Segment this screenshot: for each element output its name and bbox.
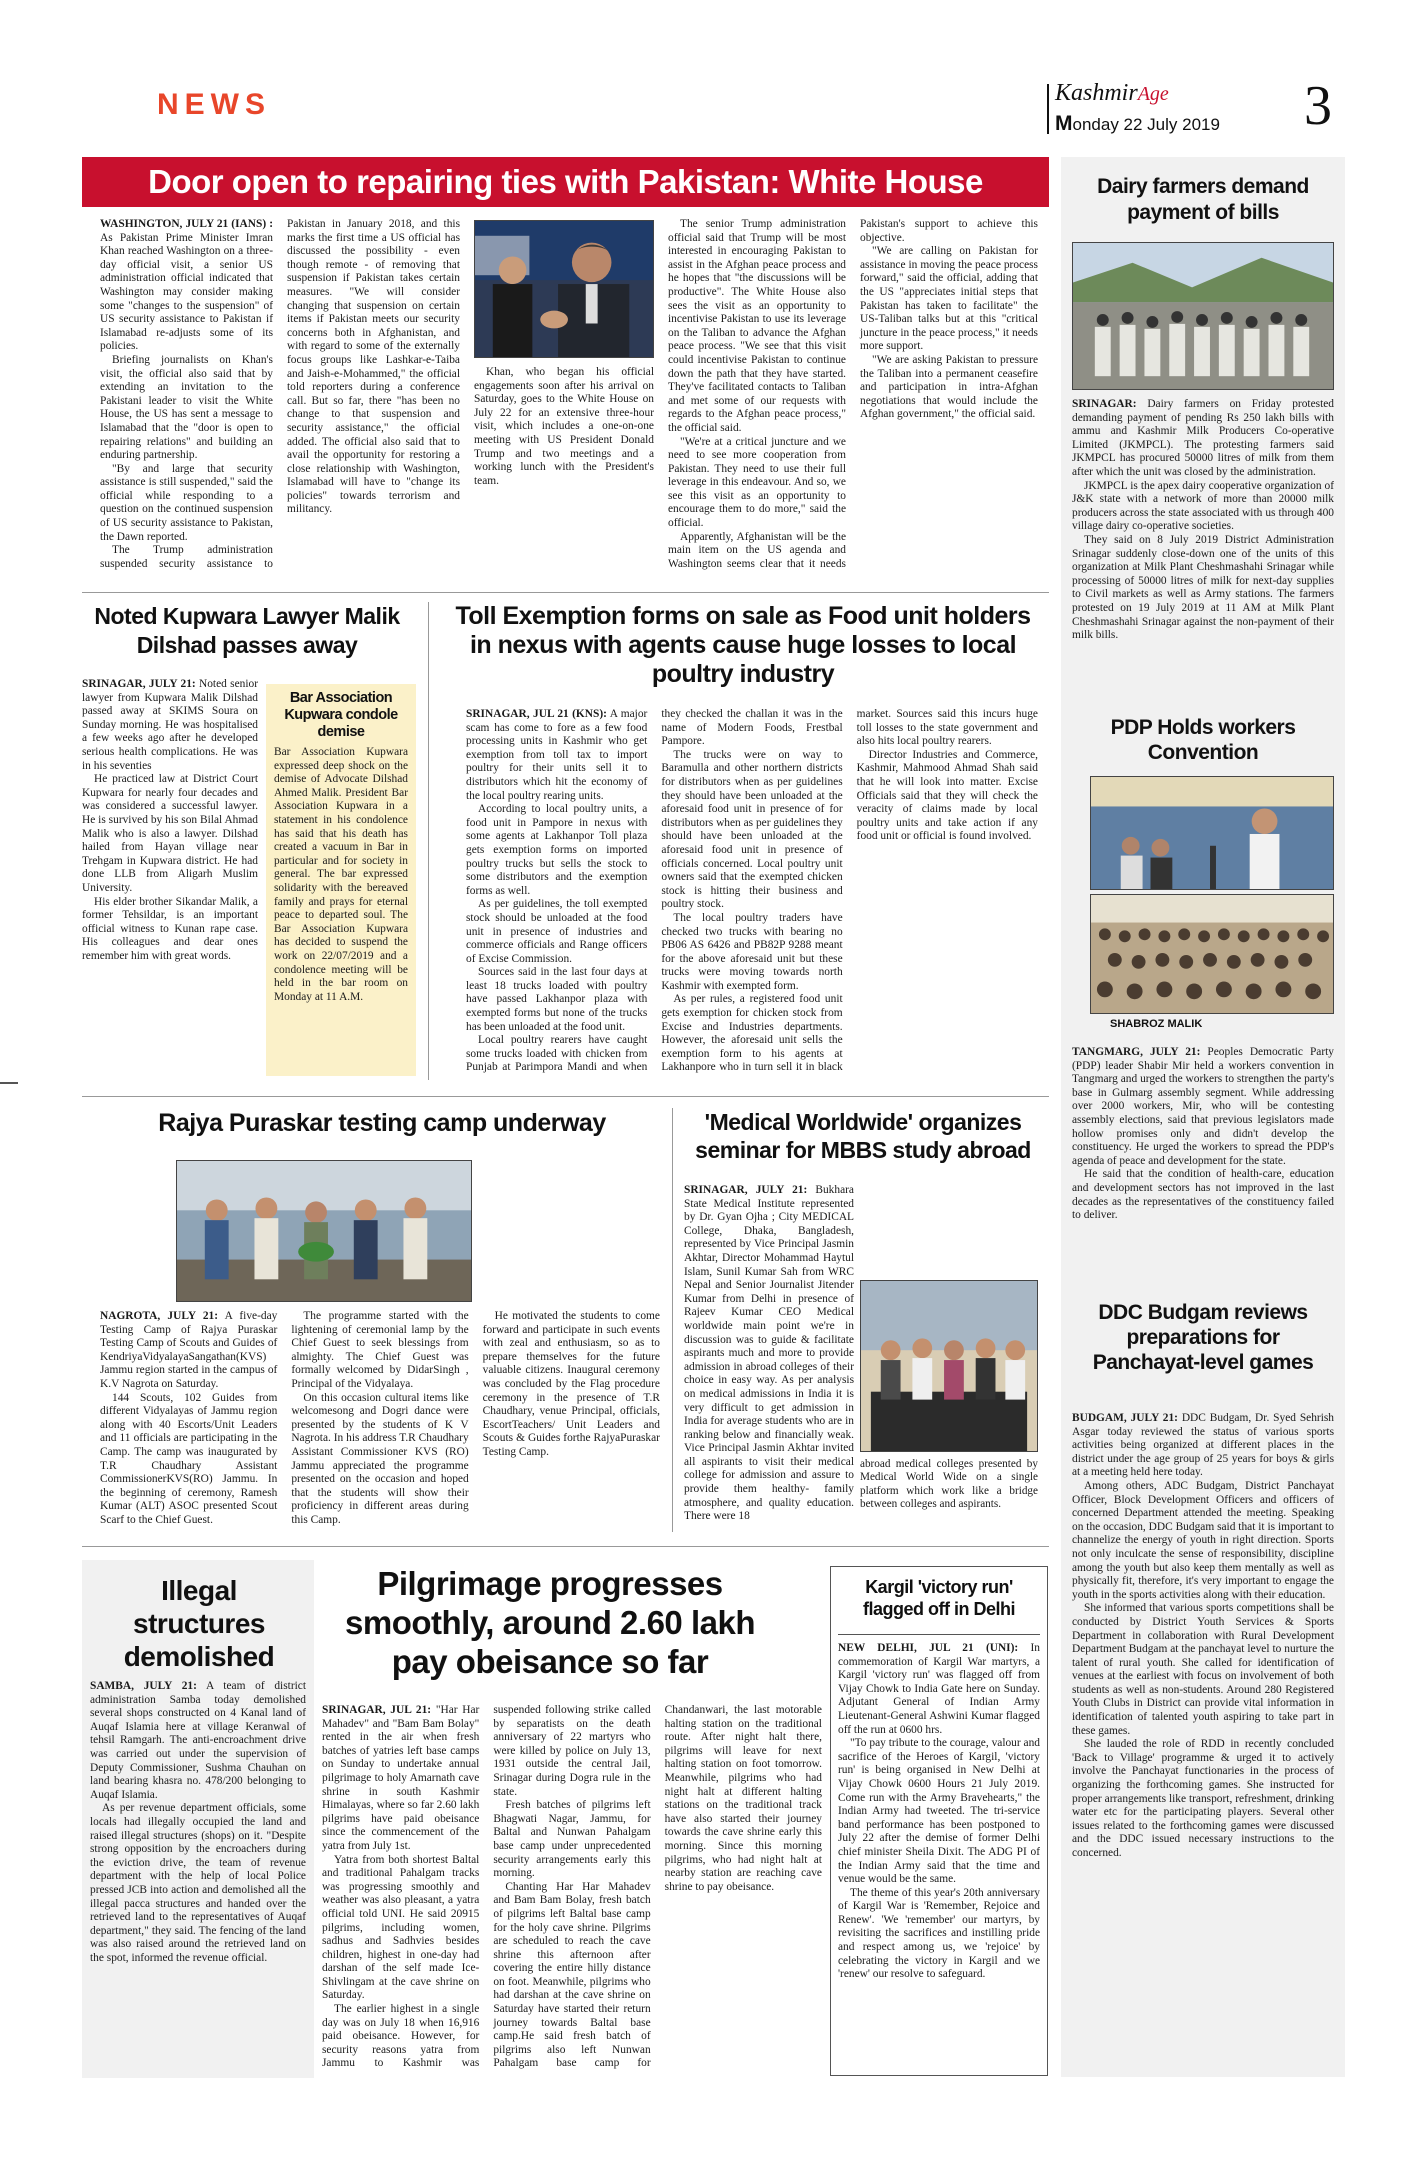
lead-para: "We are asking Pakistan to pressure the Taliban into a permanent ceasefire and participation in intra-Afghan negotiations that would include the Afghan government," the official said. xyxy=(860,353,1038,421)
pilgrimage-para: The earlier highest in a single day was on July 18 when 16,916 paid obeisance. However, for security reasons yatra from Jammu to Kashmir was suspended following strike called by separatists on the death anniversary of 22 martyrs who were killed by police on July 13, 1931 outside the central Jail, Srinagar during Dogra rule in the state. xyxy=(322,1704,651,2070)
kargil-para xyxy=(838,1642,1040,1737)
toll-para: As per guidelines, the toll exempted stock should be unloaded at the food unit in presence of industries and commerce officials and Range officers of Excise Commission. xyxy=(466,898,648,965)
kargil-headline: Kargil 'victory run' flagged off in Delhi xyxy=(863,1577,1015,1619)
rajya-body xyxy=(100,1310,660,1532)
rajya-para: On this occasion cultural items like welcomesong and Dogri dance were presented by the students of K V Nagrota. In his address T.R Chaudhary Assistant Commissioner KVS (RO) Jammu appreciated the programme presented on the occasion and hoped that the students will show their proficiency in different areas during this Camp. xyxy=(291,1391,469,1526)
ddc-para: She lauded the role of RDD in recently concluded 'Back to Village' programme & urged it to actively involve the Panchayat functionaries in the process of organizing the forthcoming games. She instructed for proper arrangements like transport, refreshment, drinking water etc for the participating players. Several other issues related to the forthcoming games were discussed and the DDC issued necessary instructions to the concerned. xyxy=(1072,1738,1334,1859)
lead-para: The senior Trump administration official said that Trump will be most interested in encouraging Pakistan to assist in the Afghan peace process and he hopes that "the discussions will be productive". The White House also sees the visit as an opportunity to incentivise Pakistan to use its leverage on the Taliban to advance the Afghan peace process. "We see that this visit could incentivise Pakistan to continue down the path that they have started. They've facilitated contacts to Taliban and met some of our requests with regards to the Afghan peace process," the official said. xyxy=(668,218,846,434)
ddc-dateline: BUDGAM, JULY 21: xyxy=(1072,1412,1178,1424)
paper-name-2: Age xyxy=(1137,83,1169,105)
medical-headline: 'Medical Worldwide' organizes seminar for MBBS study abroad xyxy=(695,1109,1031,1163)
ddc-para: She informed that various sports competitions shall be conducted by District Youth Services & Sports Department in collaboration with Rural Development Department Budgam at the panchayat level to nurture the talent of rural youth. She called for identification of venues at the earliest with focus on involvement of both students as well as non-students. Around 280 Registered Youth Clubs in District can provide vital information in identification of talented youth aspiring to take part in these games. xyxy=(1072,1602,1334,1737)
toll-para: Local poultry rearers have caught some trucks loaded with chicken from Punjab at Parimpora Mandi and when they checked the challan it was in the name of Modern Foods, Frestbal Pampore. xyxy=(466,708,843,1074)
lead-para: Khan, who began his official engagements soon after his arrival on Saturday, goes to the White House on July 22 for an extensive three-hour visit, which includes a one-on-one meeting with US President Donald Trump and two meetings and a working lunch with the President's team. xyxy=(474,366,654,487)
pdp-body xyxy=(1072,1046,1334,1276)
pdp-para-1: Peoples Democratic Party (PDP) leader Shabir Mir held a workers convention in Tangmarg and urged the workers to strengthen the party's base in Gulmarg assembly segment. While addressing over 2000 workers, Mir, who will be contesting assembly elections, said that previous legislators made hollow promises only and didn't develop the constituency. He urged the workers to spread the PDP's agenda of peace and development for the state. xyxy=(1072,1046,1334,1167)
lead-headline-banner: Door open to repairing ties with Pakistan: White House xyxy=(82,157,1049,207)
kupwara-para-1: Noted senior lawyer from Kupwara Malik Dilshad passed away at SKIMS Soura on Sunday morning. He was hospitalised a few weeks ago after he developed serious health complications. He was in his seventies xyxy=(82,678,258,772)
bar-headline: Bar Association Kupwara condole demise xyxy=(284,690,398,740)
pdp-crowd-photo xyxy=(1090,894,1334,1014)
toll-para: The local poultry traders have checked two trucks with bearing no PB06 AS 6426 and PB82P 9288 meant for the above aforesaid unit but these trucks were moving towards north Kashmir with exempted form. xyxy=(661,911,843,992)
ddc-para-1: DDC Budgam, Dr. Syed Sehrish Asgar today reviewed the status of various sports activities being organized at different places in the district under the age group of 25 years for boys & girls at a meeting held here today. xyxy=(1072,1412,1334,1479)
dairy-para: They said on 8 July 2019 District Administration Srinagar suddenly close-down one of the units of this organization at Milk Plant Cheshmashahi Srinagar while processing of 50000 litres of milk for next-day supplies to Civil markets as well as Army stations. The farmers protested on 19 July 2019 at 11 AM at Milk Plant Cheshmashahi Srinagar against the non-payment of their milk bills. xyxy=(1072,533,1334,642)
lead-cols-left xyxy=(100,218,460,580)
kargil-para-1: In commemoration of Kargil War martyrs, a Kargil 'victory run' was flagged off from Vijay Chowk to India Gate here on Sunday. Adjutant General of Indian Army Lieutenant-General Ashwini Kumar flagged off the run at 0600 hrs. xyxy=(838,1642,1040,1736)
rajya-dateline: NAGROTA, JULY 21: xyxy=(100,1310,219,1322)
illegal-para xyxy=(90,1680,306,1802)
bar-text: Bar Association Kupwara expressed deep shock on the demise of Advocate Dilshad Ahmed Malik. President Bar Association Kupwara in a statement in his condolence has said that his death has created a vacuum in Bar in particular and for society in general. The bar expressed solidarity with the bereaved family and prays for eternal peace to departed soul. The Bar Association Kupwara has decided to suspend the work on 22/07/2019 and a condolence meeting will be held in the bar room on Monday at 11 A.M. xyxy=(274,746,408,1003)
medical-para xyxy=(684,1184,854,1524)
ddc-para xyxy=(1072,1412,1334,1480)
rajya-para: 144 Scouts, 102 Guides from different Vidyalayas of Jammu region along with 40 Escorts/Unit Leaders and 11 officials are participating in the Camp. The camp was inaugurated by T.R Chaudhary Assistant CommissionerKVS(RO) Jammu. In the beginning of ceremony, Ramesh Kumar (ALT) ASOC presented Scout Scarf to the Chief Guest. xyxy=(100,1391,278,1526)
pilgrimage-headline: Pilgrimage progresses smoothly, around 2.60 lakh pay obeisance so far xyxy=(345,1565,755,1680)
pilgrimage-para-1: "Har Har Mahadev" and "Bam Bam Bolay" rented in the air when fresh batches of yatries left base camps on Sunday to undertake annual pilgrimage to holy Amarnath cave shrine in south Kashmir Himalayas, where so far 2.60 lakh pilgrims have paid obeisance since the commencement of the yatra from July 1st. xyxy=(322,1704,480,1852)
toll-para-1: A major scam has come to fore as a few food processing units in Kashmir who get exemption from toll tax to import poultry for their units sell it to distributors which hit the economy of the local poultry rearing units. xyxy=(466,708,648,802)
masthead-divider xyxy=(1047,84,1049,134)
kupwara-para: His elder brother Sikandar Malik, a former Tehsildar, is an important official witness to Kunan rape case. His colleagues and dear ones remember him with great words. xyxy=(82,895,258,962)
toll-para: Director Industries and Commerce, Kashmir, Mahmood Ahmad Shah said that he will look into matter. Excise Officials said that they will check the veracity of claims made by local poultry units and take action if any food unit or official is found involved. xyxy=(856,748,1038,843)
rajya-camp-photo xyxy=(176,1160,472,1302)
kupwara-para: He practiced law at District Court Kupwara for nearly four decades and was considered a successful lawyer. He is survived by his son Bilal Ahmad Malik who is also a lawyer. Dilshad hailed from Hayan village near Trehgam in Kupwara district. He had done LLB from Aligarh Muslim University. xyxy=(82,773,258,894)
dairy-para xyxy=(1072,398,1334,480)
pdp-photo-credit: SHABROZ MALIK xyxy=(1110,1018,1203,1030)
medical-para-1: Bukhara State Medical Institute represented by Dr. Gyan Ojha ; City MEDICAL College, Dhaka, Bangladesh, represented by Vice Principal Jasmin Akhtar, Director Mohammad Haytul Islam, Sunil Kumar Sah from WRC Nepal and Senior Journalist Jitender Kumar from Delhi in presence of Rajeev Kumar CEO Medical worldwide main point we're in discussion was to guide & facilitate aspirants much and more to provide admission in abroad colleges of their choice in easy way. As per analysis on medical admissions in India it is very difficult to get admission in India for average students who are in ranking below and financially weak. Vice Principal Jasmin Akhtar invited all aspirants to visit their medical college for admission and assure to provide them healthy- family atmosphere, and quality education. There were 18 xyxy=(684,1184,854,1523)
illegal-dateline: SAMBA, JULY 21: xyxy=(90,1680,197,1692)
rajya-headline: Rajya Puraskar testing camp underway xyxy=(158,1109,606,1137)
paper-name-1: Kashmir xyxy=(1055,80,1138,106)
toll-dateline: SRINAGAR, JUL 21 (KNS): xyxy=(466,708,607,720)
lead-story-body xyxy=(100,218,1038,580)
rajya-para: He motivated the students to come forward and participate in such events with zeal and enthusiasm, so as to prepare themselves for the future valuable citizens. Inaugural ceremony was concluded by the Flag procedure ceremony in the presence of T.R Chaudhary, venue Principal, officials, EscortTeachers/ Unit Leaders and Scouts & Guides forthe RajyaPuraskar Testing Camp. xyxy=(482,1310,660,1458)
lead-para: "We're at a critical juncture and we need to see more cooperation from Pakistan. They need to use their full leverage in this endeavour. And so, we see this visit as an opportunity to encourage them to do more," said the official. xyxy=(668,435,846,530)
toll-headline: Toll Exemption forms on sale as Food unit holders in nexus with agents cause huge losses to local poultry industry xyxy=(455,602,1031,688)
kargil-body xyxy=(838,1642,1040,2072)
dairy-para: JKMPCL is the apex dairy cooperative organization of J&K state with a network of more than 20000 milk producers across the state associated with us through 400 village dairy co-operative societies. xyxy=(1072,479,1334,533)
illegal-body xyxy=(90,1680,306,2074)
pilgrimage-dateline: SRINAGAR, JUL 21: xyxy=(322,1704,432,1716)
dairy-headline: Dairy farmers demand payment of bills xyxy=(1097,175,1309,224)
dairy-protest-photo xyxy=(1072,242,1334,390)
issue-date-text: onday 22 July 2019 xyxy=(1072,115,1220,134)
illegal-headline: Illegal structures demolished xyxy=(123,1575,275,1672)
medical-dateline: SRINAGAR, JULY 21: xyxy=(684,1184,808,1196)
medical-col-1 xyxy=(684,1184,854,1532)
toll-para xyxy=(466,708,647,803)
pilgrimage-para: Fresh batches of pilgrims left Bhagwati Nagar, Jammu, for Baltal and Nunwan Pahalgam base camp under unprecedented security arrangements early this morning. xyxy=(493,1799,651,1880)
medical-caption: abroad medical colleges presented by Medical World Wide on a single platform which work like a bridge between colleges and aspirants. xyxy=(860,1458,1038,1511)
lead-para: Apparently, Afghanistan will be the main item on the US agenda and Washington seems clear that it needs Pakistan's support to achieve this objective. xyxy=(668,218,1038,570)
rule-row4-top xyxy=(82,1546,1049,1547)
pdp-headline: PDP Holds workers Convention xyxy=(1110,716,1296,764)
imran-khan-photo xyxy=(474,220,654,358)
lead-cols-right xyxy=(668,218,1038,580)
issue-date xyxy=(1055,112,1220,136)
kargil-para: The theme of this year's 20th anniversary of Kargil War is 'Remember, Rejoice and Renew'. 'We 'remember' our martyrs, by revisiting the sacrifices and instilling pride and respect among us, we 'rejoice' by celebrating the victory in Kargil and we 'renew' our resolve to safeguard. xyxy=(838,1886,1040,1981)
lead-para: Briefing journalists on Khan's visit, the official also said that by extending an invitation to the Pakistani leader to visit the White House, the US has sent a message to Islamabad that the "door is open to repairing relations" and building an enduring partnership. xyxy=(100,353,273,462)
toll-para: According to local poultry units, a food unit in Pampore in nexus with some agents at Lakhanpor Toll plaza gets exemption forms on imported poultry trucks but sells the stock to some distributors and the exemption forms as well. xyxy=(466,803,648,897)
dairy-dateline: SRINAGAR: xyxy=(1072,398,1137,410)
ddc-headline: DDC Budgam reviews preparations for Panchayat-level games xyxy=(1092,1301,1314,1374)
section-label: NEWS xyxy=(157,88,271,121)
toll-para: Sources said in the last four days at least 18 trucks loaded with poultry have passed Lakhanpor plaza with exempted forms but none of the trucks has been unloaded at the food unit. xyxy=(466,966,648,1033)
page-number: 3 xyxy=(1304,75,1332,137)
bar-association-box xyxy=(266,684,416,1076)
rule-row3-vertical xyxy=(672,1108,673,1532)
lead-para: "By and large that security assistance is still suspended," said the official while responding to a question on the continued suspension of US security assistance to Pakistan, the Dawn reported. xyxy=(100,462,273,543)
dairy-para-1: Dairy farmers on Friday protested demanding payment of pending Rs 250 lakh bills with ammu and Kashmir Milk Producers Co-operative Limited (JKMPCL). The protesting farmers said JKMPCL has procured 50000 litres of milk from them after which the unit was closed by the administration. xyxy=(1072,398,1334,478)
pilgrimage-para: Yatra from both shortest Baltal and traditional Pahalgam tracks was progressing smoothly and weather was also pleasant, a yatra official told UNI. He said 20915 pilgrims, including women, sadhus and Sadhvies besides children, highest in one-day had darshan of the self made Ice-Shivlingam at the cave shrine on Saturday. xyxy=(322,1853,480,2002)
lead-dateline: WASHINGTON, JULY 21 (IANS) : xyxy=(100,218,273,230)
kupwara-headline: Noted Kupwara Lawyer Malik Dilshad passes away xyxy=(94,603,400,658)
rule-row2-top xyxy=(82,592,1049,593)
toll-para: The trucks were on way to Baramulla and other northern districts for distributors when as per guidelines they should have been unloaded at the aforesaid food unit in presence of for distributors when as per guidelines they should have been unloaded at the aforesaid food unit in presence of officials concerned. Local poultry unit owners said that the exempted chicken stock is hitting their business and poultry stock. xyxy=(661,748,843,911)
rule-row3-top xyxy=(82,1096,1049,1097)
lead-para: "We are calling on Pakistan for assistance in moving the peace process forward," said the official, adding that the US "appreciates initial steps that Pakistan has taken to facilitate" the US-Taliban talks but at this "critical juncture in the peace process," it needs more support. xyxy=(860,245,1038,353)
lead-para-1: As Pakistan Prime Minister Imran Khan reached Washington on a three-day official visit, a senior US administration official indicated that Washington may consider making some "changes to the suspension" of US security assistance to Pakistan if Islamabad re-adjusts some of its policies. xyxy=(100,231,273,353)
rajya-para xyxy=(100,1310,277,1392)
pilgrimage-para xyxy=(322,1704,479,1854)
paper-name xyxy=(1055,80,1169,107)
pdp-para: He said that the condition of health-care, education and development sectors has not improved in the last decades as the representatives of the constituency failed to deliver. xyxy=(1072,1168,1334,1222)
medical-seminar-photo xyxy=(860,1280,1038,1452)
kupwara-body xyxy=(82,678,258,1080)
rajya-para-1: A five-day Testing Camp of Rajya Puraskar Testing Camp of Scouts and Guides of KendriyaVidyalayaSangathan(KVS) Jammu region started in the campus of K.V Nagrota on Saturday. xyxy=(100,1310,278,1390)
pdp-para xyxy=(1072,1046,1334,1168)
kargil-para: "To pay tribute to the courage, valour and sacrifice of the Heroes of Kargil, 'victory run' is being organised in New Delhi at Vijay Chowk 0600 Hours 21 July 2019. Come run with the Army Bravehearts," the Indian Army had tweeted. The tri-service band performance has been postponed to July 22 after the demise of former Delhi chief minister Sheila Dixit. The ADG PI of the Indian Army said that the time and venue would be the same. xyxy=(838,1737,1040,1886)
issue-date-initial: M xyxy=(1055,112,1073,135)
rule-row2-vertical xyxy=(428,602,429,1080)
dairy-body xyxy=(1072,398,1334,700)
medical-body xyxy=(684,1184,1038,1532)
illegal-para: As per revenue department officials, some locals had illegally occupied the land and raised illegal structures (shops) on it. "Despite strong opposition by the encroachers during the eviction drive, the team of revenue department with the help of local Police pressed JCB into action and demolished all the illegal pacca structures and handed over the retrieved land to the representatives of Auqaf department," they said. The fencing of the land was also raised around the retrieved land on the spot, informed the revenue official. xyxy=(90,1802,306,1964)
pdp-speaker-photo xyxy=(1090,776,1334,890)
illegal-para-1: A team of district administration Samba today demolished several shops constructed on 4 Kanal land of Auqaf Islamia here at village Keranwal of tehsil Ramgarh. The anti-encroachment drive was carried out under the supervision of Deputy Commissioner, Sushma Chauhan on land bearing khasra no. 478/200 belonging to Auqaf Islamia. xyxy=(90,1680,306,1801)
kargil-dateline: NEW DELHI, JUL 21 (UNI): xyxy=(838,1642,1019,1654)
lead-para: The Trump administration suspended security assistance to Pakistan in January 2018, and this marks the first time a US official has discussed the possibility - even though remote - of removing that suspension if Pakistan takes certain measures. "We will consider changing that suspension on certain items if Pakistan meets our security concerns both in Afghanistan, and with regard to some of the externally focus groups like Lashkar-e-Taiba and Jaish-e-Mohammed," the official told reporters during a conference call. But so far, there "has been no change to that suspension and security assistance," the official added. The official also said that to avail the opportunity for restoring a close relationship with Washington, Islamabad will have to "change its policies" towards terrorism and militancy. xyxy=(100,218,460,570)
toll-para: As per rules, a registered food unit gets exemption for chicken stock from Excise and Industries departments. However, the aforesaid unit sells the exemption form to his agents at Lakhanpore who in turn sell it in black market. Sources said this incurs huge toll losses to the state government and also hits local poultry rearers. xyxy=(661,708,1038,1074)
pilgrimage-body xyxy=(322,1704,822,2074)
rajya-para: The programme started with the lightening of ceremonial lamp by the Chief Guest to seek blessings from almighty. The Chief Guest was formally welcomed by DidarSingh , Principal of the Vidyalaya. xyxy=(291,1310,469,1390)
kargil-headline-rule xyxy=(838,1634,1040,1635)
lead-para xyxy=(100,218,273,354)
toll-body xyxy=(466,708,1038,1080)
pilgrimage-para: Chanting Har Har Mahadev and Bam Bam Bolay, fresh batch of pilgrims left Baltal base camp for the holy cave shrine. Pilgrims are scheduled to reach the cave shrine this afternoon after covering the entire hilly distance on foot. Meanwhile, pilgrims who had darshan at the cave shrine on Saturday have started their return journey towards Baltal base camp.He said fresh batch of pilgrims also left Nunwan Pahalgam base camp for Chandanwari, the last motorable halting station on the traditional route. After night halt there, pilgrims will leave for next halting station on foot tomorrow. Meanwhile, pilgrims who had night halt at different halting stations on the traditional track have also started their journey towards the cave shrine early this morning. Since this morning pilgrims, who had night halt at nearby station are reaching cave shrine to pay obeisance. xyxy=(493,1704,822,2070)
fold-mark xyxy=(0,1082,18,1084)
ddc-para: Among others, ADC Budgam, District Panchayat Officer, Block Development Officers and officers of concerned Department attended the meeting. Speaking on the occasion, DDC Budgam said that it is important to channelize the energy of youth in right direction. Sports not only inculcate the sense of responsibility, discipline among the youth but also keep them mentally as well as physically fit, therefore, it's very important to engage the youth in the sports activities along with their education. xyxy=(1072,1479,1334,1601)
kupwara-para xyxy=(82,678,258,773)
masthead-brand xyxy=(1047,78,1237,138)
kupwara-dateline: SRINAGAR, JULY 21: xyxy=(82,678,196,690)
ddc-body xyxy=(1072,1412,1334,2072)
lead-cols-mid xyxy=(474,366,654,580)
pdp-dateline: TANGMARG, JULY 21: xyxy=(1072,1046,1201,1058)
